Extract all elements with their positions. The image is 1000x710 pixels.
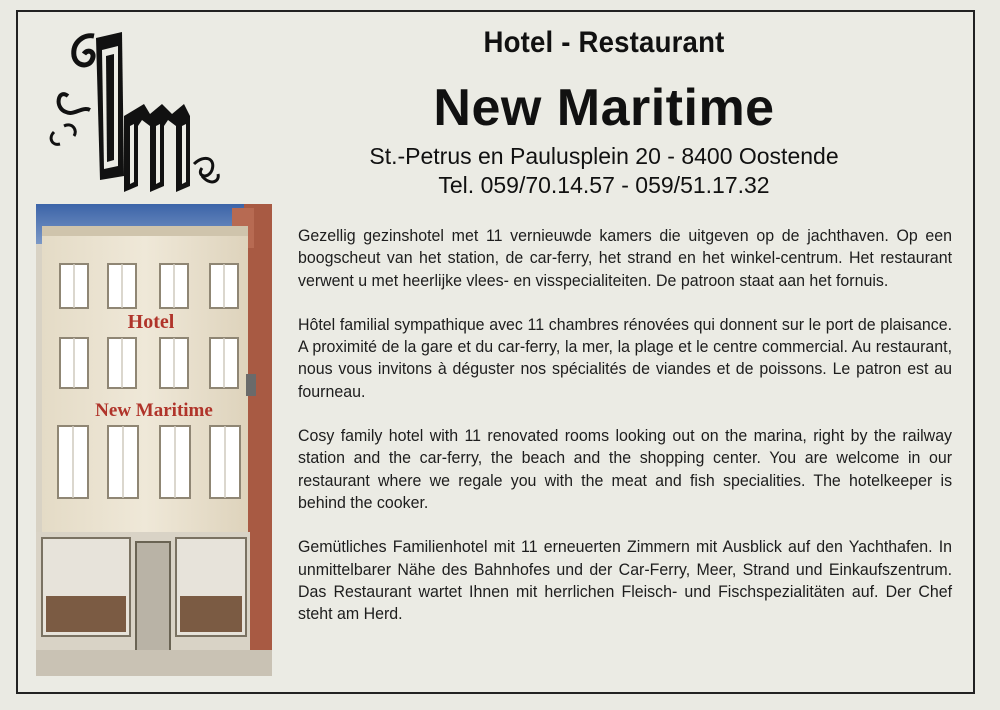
description-english: Cosy family hotel with 11 renovated rooms looking out on the marina, right by the railway station and the car-ferry, the beach and the shopping center. You are welcome in our restaurant where we regale you with the meat and fish specialities. The hotelkeeper is behind the cooker. (298, 427, 953, 512)
monogram-m (124, 104, 190, 192)
description-french: Hôtel familial sympathique avec 11 chambres rénovées qui donnent sur le port de plaisance. A proximité de la gare et du car-ferry, la mer, la plage et le centre commercial. Au restaurant, nous vous invitons à déguster nos spécialités de viandes et de poissons. Le patron est au fourneau. (298, 315, 953, 401)
description-german: Gemütliches Familienhotel mit 11 erneuerten Zimmern mit Ausblick auf den Yachthafen. In unmittelbarer Nähe des Bahnhofes und der Car-Ferry, Meer, Strand und Einkaufszentrum. Das Restaurant wartet Ihnen mit herrlichen Fleisch- und Fischspezialitäten auf. Der Chef steht am Herd. (298, 538, 953, 624)
hm-monogram-logo (44, 26, 224, 196)
monogram-h (59, 32, 124, 180)
hotel-phone: Tel. 059/70.14.57 - 059/51.17.32 (438, 172, 770, 198)
entrance-door (136, 542, 170, 652)
description-column (298, 225, 962, 647)
hotel-facade-photo (36, 204, 272, 676)
facade-sign-name: New Maritime (95, 400, 213, 421)
facade-sign-hotel: Hotel (127, 311, 175, 333)
description-dutch: Gezellig gezinshotel met 11 vernieuwde kamers die uitgeven op de jachthaven. Op een boogscheut van het station, de car-ferry, het strand en het winkel-centrum. Het restaurant verwent u met heerlijke vlees- en visspecialiteiten. De patroon staat aan het fornuis. (298, 227, 953, 290)
hotel-name-heading: New Maritime (433, 79, 775, 137)
hotel-address: St.-Petrus en Paulusplein 20 - 8400 Oostende (369, 143, 839, 169)
flourish-ornament (194, 158, 218, 182)
hotel-restaurant-heading: Hotel - Restaurant (483, 26, 725, 59)
